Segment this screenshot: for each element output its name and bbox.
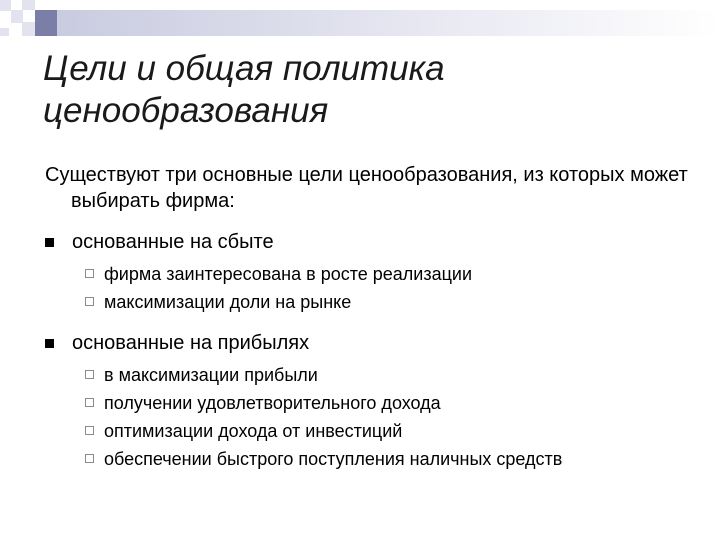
deco-square [0, 36, 24, 58]
list-item: оптимизации дохода от инвестиций [104, 421, 403, 441]
title-divider [43, 138, 683, 139]
deco-square [0, 0, 11, 11]
goal-group-sales [45, 229, 705, 316]
bullet-level-2 [45, 361, 705, 389]
bullet-level-2 [45, 417, 705, 445]
bullet-level-1 [45, 330, 705, 356]
deco-square [22, 22, 35, 36]
deco-square [11, 10, 23, 23]
goal-group-profit [45, 330, 705, 473]
list-item: максимизации доли на рынке [104, 292, 352, 312]
hollow-square-bullet-icon [85, 398, 94, 407]
square-bullet-icon [45, 238, 54, 247]
slide-title [43, 48, 683, 132]
bullet-level-2 [45, 445, 705, 473]
list-item: фирма заинтересована в росте реализации [104, 264, 473, 284]
hollow-square-bullet-icon [85, 426, 94, 435]
group-label: основанные на прибылях [72, 332, 310, 354]
header-gradient-bar [57, 10, 720, 36]
hollow-square-bullet-icon [85, 454, 94, 463]
bullet-level-2 [45, 288, 705, 316]
hollow-square-bullet-icon [85, 297, 94, 306]
title-line-2: ценообразования [43, 91, 329, 130]
list-item: обеспечении быстрого поступления наличных средств [104, 449, 563, 469]
bullet-level-1 [45, 229, 705, 255]
deco-square [0, 28, 9, 36]
hollow-square-bullet-icon [85, 370, 94, 379]
group-label: основанные на сбыте [72, 231, 274, 253]
list-item: в максимизации прибыли [104, 365, 318, 385]
title-line-1: Цели и общая политика [43, 49, 445, 88]
intro-text: Существуют три основные цели ценообразования, из которых может выбирать фирма: [45, 164, 688, 212]
square-bullet-icon [45, 339, 54, 348]
deco-square [35, 10, 57, 36]
bullet-level-2 [45, 260, 705, 288]
hollow-square-bullet-icon [85, 269, 94, 278]
bullet-level-2 [45, 389, 705, 417]
deco-square [22, 0, 35, 10]
list-item: получении удовлетворительного дохода [104, 393, 441, 413]
